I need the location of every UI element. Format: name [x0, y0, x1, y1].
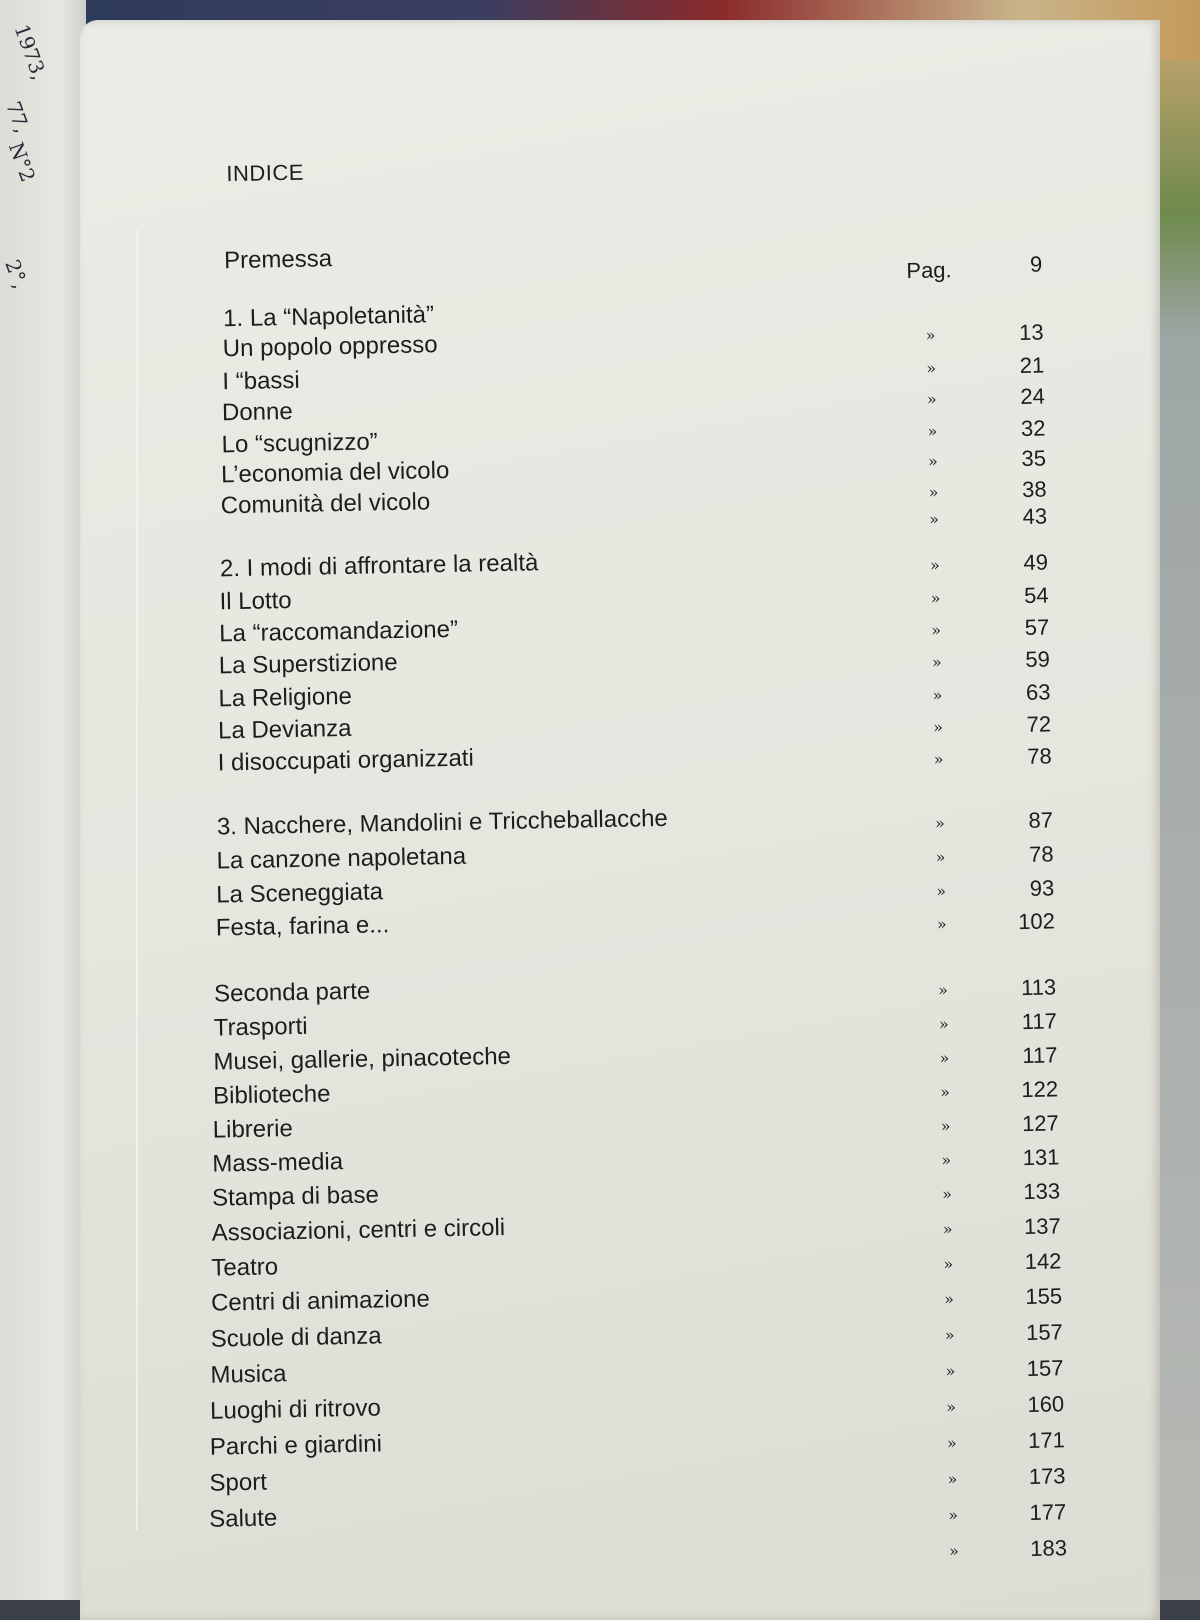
ditto-mark: »	[932, 717, 944, 737]
toc-entry-title: Mass-media	[212, 1148, 344, 1178]
toc-entry-page: 160	[1027, 1391, 1065, 1418]
toc-entry-title: Il Lotto	[219, 587, 292, 616]
toc-entry-page: 21	[1019, 352, 1045, 378]
toc-entry-title: La Sceneggiata	[215, 878, 384, 909]
ditto-mark: »	[931, 652, 942, 672]
toc-entry-page: 117	[1022, 1042, 1058, 1069]
toc-entry-title: Un popolo oppresso	[222, 331, 438, 363]
toc-entry-title: Premessa	[223, 245, 333, 275]
ditto-mark: »	[948, 1541, 959, 1561]
toc-entry-page: 13	[1018, 319, 1044, 345]
toc-entry-title: Seconda parte	[213, 977, 371, 1008]
ditto-mark: »	[927, 421, 938, 441]
toc-entry-title: La Religione	[218, 682, 353, 713]
toc-entry-page: 54	[1023, 582, 1049, 608]
toc-entry-page: 24	[1020, 383, 1046, 409]
toc-entry-title: La canzone napoletana	[216, 842, 467, 875]
ditto-mark: »	[934, 813, 945, 833]
ditto-mark: »	[944, 1325, 955, 1345]
toc-entry-title: Festa, farina e...	[215, 911, 390, 942]
toc-entry-title: L’economia del vicolo	[220, 456, 450, 489]
toc-entry-title: La Superstizione	[218, 648, 398, 680]
ditto-mark: »	[943, 1254, 954, 1274]
ditto-mark: »	[929, 555, 941, 575]
toc-entry-title: Musei, gallerie, pinacoteche	[213, 1042, 512, 1076]
toc-entry-title: Librerie	[212, 1115, 294, 1144]
margin-note: 2°,	[0, 256, 33, 292]
toc-entry-page: 78	[1026, 743, 1052, 769]
ditto-mark: »	[925, 325, 936, 345]
toc-entry-title: 1. La “Napoletanità”	[222, 301, 435, 333]
toc-entry-page: 137	[1023, 1213, 1061, 1240]
toc-entry-title: Donne	[221, 397, 293, 427]
toc-entry-page: 32	[1020, 415, 1046, 441]
ditto-mark: »	[936, 881, 947, 901]
toc-entry-title: Associazioni, centri e circoli	[211, 1214, 506, 1247]
toc-entry-title: 2. I modi di affrontare la realtà	[219, 549, 539, 583]
toc-entry-title: Musica	[210, 1360, 287, 1389]
ditto-mark: »	[935, 847, 946, 867]
toc-entry-page: 127	[1021, 1110, 1060, 1137]
toc-entry-page: 113	[1020, 974, 1057, 1001]
toc-entry-page: 157	[1026, 1355, 1064, 1382]
toc-entry-page: 78	[1028, 841, 1054, 867]
toc-entry-title: Sport	[209, 1468, 268, 1497]
toc-entry-title: Luoghi di ritrovo	[209, 1394, 382, 1425]
toc-entry-title: 3. Nacchere, Mandolini e Triccheballacche	[216, 804, 669, 841]
ditto-mark: »	[933, 749, 944, 769]
toc-entry-page: 35	[1021, 445, 1047, 471]
page-column-label: Pag.	[906, 257, 952, 284]
margin-note: 1973,	[9, 20, 52, 84]
toc-entry-page: 183	[1029, 1535, 1068, 1561]
ditto-mark: »	[941, 1150, 952, 1170]
toc-entry-page: 173	[1028, 1463, 1066, 1490]
toc-entry-page: 9	[1029, 251, 1043, 277]
ditto-mark: »	[931, 620, 942, 640]
toc-entry-page: 38	[1021, 476, 1047, 502]
toc-entry-title: Stampa di base	[211, 1181, 380, 1212]
toc-entry-page: 59	[1025, 646, 1051, 672]
toc-entry-page: 43	[1022, 503, 1048, 529]
toc-entry-title: I “bassi	[222, 366, 300, 396]
margin-note: N°2	[3, 138, 41, 186]
toc-entry-title: Lo “scugnizzo”	[221, 428, 378, 459]
toc-entry-title: Scuole di danza	[210, 1322, 382, 1353]
toc-entry-page: 117	[1021, 1008, 1058, 1035]
toc-entry-page: 72	[1026, 711, 1052, 737]
ditto-mark: »	[938, 1014, 949, 1034]
toc-entry-page: 63	[1025, 679, 1051, 705]
toc-entry-title: Teatro	[211, 1253, 279, 1282]
ditto-mark: »	[930, 588, 941, 608]
toc-entry-page: 155	[1025, 1283, 1063, 1310]
toc-entry-page: 171	[1027, 1427, 1066, 1454]
toc-entry-page	[973, 290, 1043, 291]
ditto-mark: »	[938, 980, 949, 1000]
ditto-mark: »	[939, 1048, 950, 1068]
toc-entry-page: 177	[1029, 1499, 1067, 1526]
toc-entry-page: 49	[1023, 549, 1049, 575]
toc-entry	[2, 228, 1200, 285]
ditto-mark: »	[928, 509, 940, 529]
ditto-mark: »	[927, 451, 939, 471]
toc-entry-title: Biblioteche	[212, 1080, 331, 1110]
ditto-mark: »	[928, 482, 939, 502]
ditto-mark: »	[942, 1219, 953, 1239]
ditto-mark: »	[932, 685, 943, 705]
ditto-mark: »	[926, 358, 937, 378]
ditto-mark: »	[945, 1361, 956, 1381]
ditto-mark: »	[946, 1433, 957, 1453]
toc-entry-page: 57	[1024, 614, 1050, 640]
margin-note: 77,	[1, 97, 35, 137]
toc-entry-title: Salute	[208, 1504, 278, 1533]
page-title: INDICE	[226, 159, 305, 187]
ditto-mark: »	[946, 1397, 957, 1417]
toc-entry-title: I disoccupati organizzati	[217, 744, 475, 777]
toc-entry-title: Parchi e giardini	[209, 1430, 383, 1461]
toc-entry-page: 87	[1028, 807, 1054, 833]
toc-entry-title: Comunità del vicolo	[220, 488, 431, 520]
toc-entry-title: Centri di animazione	[210, 1285, 431, 1317]
toc-entry-title: La “raccomandazione”	[218, 615, 459, 648]
ditto-mark: »	[936, 914, 947, 934]
toc-entry-title: Trasporti	[213, 1012, 308, 1042]
toc-entry-page: 142	[1024, 1248, 1062, 1275]
ditto-mark: »	[948, 1505, 959, 1525]
toc-entry-title: La Devianza	[217, 714, 352, 745]
ditto-mark: »	[947, 1469, 958, 1489]
toc-entry-page: 133	[1023, 1178, 1061, 1205]
toc-entry-page: 102	[1017, 908, 1056, 935]
toc-entry-page: 157	[1025, 1319, 1064, 1346]
ditto-mark: »	[941, 1184, 953, 1204]
toc-entry-page: 93	[1029, 875, 1055, 901]
toc-entry-page: 122	[1021, 1076, 1059, 1103]
ditto-mark: »	[926, 389, 937, 409]
toc-entry-page: 131	[1022, 1144, 1060, 1171]
ditto-mark: »	[940, 1116, 951, 1136]
ditto-mark: »	[943, 1289, 955, 1309]
ditto-mark: »	[939, 1082, 951, 1102]
